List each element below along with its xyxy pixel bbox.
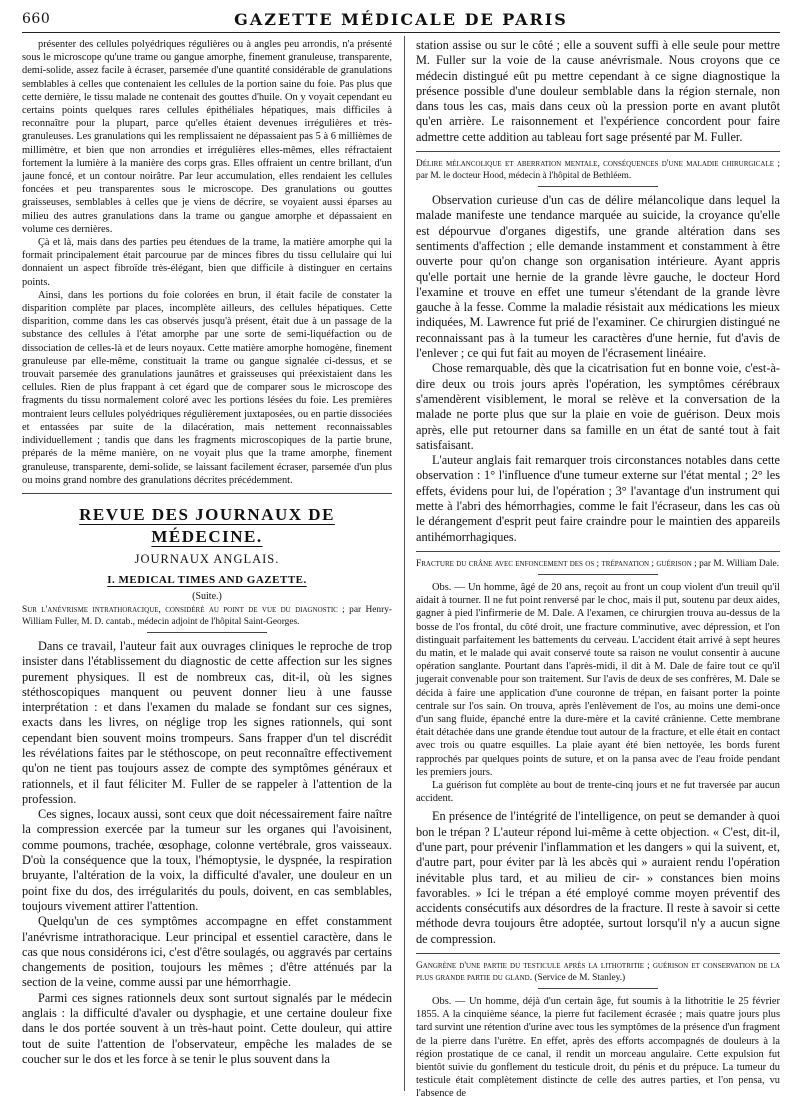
right-column — [416, 38, 780, 1100]
revue-title: REVUE DES JOURNAUX DE MÉDECINE. — [79, 504, 335, 546]
page-header — [22, 6, 780, 32]
paragraph: Ainsi, dans les portions du foie colorées en brun, il était facile de constater la disparition complète par places, incomplète ailleurs, des cellules hépatiques. Cette disparition, comme dans les cas observés jusqu'à présent, était due à un passage de la substance des cellules à l'état amorphe par une sorte de semi-liquéfaction ou de dissociation de celles-là et de leurs noyaux. Cette matière amorphe homogène, finement granuleuse par elle-même, constituait la trame ou gangue signalée ci-dessus, et se trouvait parsemée des granulations jaunâtres et graisseuses qui préexistaient dans les cellules. Rien de plus frappant à cet égard que de comparer sous le microscope des fragments du tissu normalement coloré avec les portions lésées du foie. Les premières montraient leurs cellules polyédriques régulièrement juxtaposées, ou en partie dissociées et entassées par suite de la dilacération, mais nettement reconnaissables individuellement ; tandis que dans les fragments microscopiques de la partie brune, préparés de la même manière, on ne voyait plus que la trame amorphe, finement granuleuse, transparente, demi-solide, se laissant facilement écraser, parsemée d'un plus ou moins grand nombre des granulations décrites précédemment. — [22, 289, 392, 486]
section-author: (Service de M. Stanley.) — [534, 973, 626, 984]
section-author: par M. le docteur Hood, médecin à l'hôpital de Bethléem. — [416, 171, 632, 182]
observation: Obs. — Un homme, déjà d'un certain âge, fut soumis à la lithotritie le 25 février 1855. A la cinquième séance, la pierre fut facilement écrasée ; mais quatre jours plus tard survint une rétention d'urine avec tous les symptômes de la présence d'un fragment de la pierre dans l'urètre. En effet, après des efforts accompagnés de douleurs à la région prostatique de ce canal, il rendit un morceau angulaire. Cette expulsion fut bientôt suivie du gonflement du testicule droit, du pénis et du prépuce. La tumeur du testicule était complètement distincte de celle des autres parties, et l'on pensa, vu l'absence de — [416, 996, 780, 1100]
page-number: 660 — [22, 11, 51, 27]
paragraph: Observation curieuse d'un cas de délire mélancolique dans lequel la malade manifeste une tendance marquée au suicide, la croyance qu'elle est dépourvue d'organes digestifs, une grande altération dans ses sentiments d'affection ; elle demande instamment et constamment à être ouverte pour qu'on change son organisation intérieure. Ayant appris qu'elle portait une hernie de la grande lèvre gauche, le docteur Hord l'examine et trouve en effet une tumeur s'étendant de la grande lèvre gauche à la fesse. Comme la maladie résistait aux médications les mieux indiquées, M. Lawrence fut prié de l'examiner. Ce chirurgien distingué ne reconnaissant pas à la tumeur les caractères d'une hernie, fut d'avis de l'enlever ; ce qui fut fait au moyen de l'écrasement linéaire. — [416, 193, 780, 361]
heading-rule — [538, 574, 658, 575]
section-heading — [22, 604, 392, 628]
paragraph: présenter des cellules polyédriques régulières ou à angles peu arrondis, n'a présenté sous le microscope qu'une trame ou gangue amorphe, finement granuleuse, transparente, demi-solide, assez facile à écraser, parsemée d'une quantité considérable de granulations semblables à celles que contenaient les cellules de la portion saine du foie. Pas plus que cette dernière, le tissu malade ne contenait des gouttes d'huile. On y voyait cependant eu certains points quelques rares cellules épithéliales hépatiques, mais difficiles à reconnaître pour la plupart, parce qu'elles étaient devenues irrégulières et très-granuleuses. Les granulations qui les remplissaient ne dépassaient pas 5 à 6 millièmes de millimètre, et bien que non arrondies et irrégulières elles-mêmes, elles réfractaient fortement la lumière à la manière des corps gras. Elles offraient un centre brillant, d'un jaune foncé, et un contour noirâtre. Par leur accumulation, elles rendaient les cellules foncées et peu transparentes sous le microscope. Des granulations ou gouttes graisseuses, semblables à celles que je viens de décrire, se voyaient aussi éparses au milieu des autres granulations dans la trame ou gangue amorphe et dépassaient en volume ces dernières. — [22, 39, 392, 235]
paragraph: Çà et là, mais dans des parties peu étendues de la trame, la matière amorphe qui la formait principalement était parcourue par de minces fibres du tissu cellulaire qui lui donnaient un aspect fibroïde très-élégant, bien que difficile à distinguer en certains points. — [22, 237, 392, 288]
revue-suite: (Suite.) — [192, 590, 222, 602]
header-rule — [22, 32, 780, 33]
section-author: par Henry-William Fuller, M. D. cantab., médecin adjoint de l'hôpital Saint-Georges. — [22, 604, 393, 627]
paragraph: Quelqu'un de ces symptômes accompagne en effet constamment l'anévrisme intrathoracique. Leur principal et essentiel caractère, dans le cas que nous considérons ici, c'est d'être soulagés, ou aggravés par certains changements de position, toujours les mêmes ; d'être atténués par la section de la veine, comme aussi par une hémorrhagie. — [22, 914, 392, 990]
section-rule — [416, 953, 780, 954]
heading-rule — [147, 632, 267, 633]
paragraph: Dans ce travail, l'auteur fait aux ouvrages cliniques le reproche de trop insister dans l'établissement du diagnostic de cette affection sur les signes purement physiques. Il est de nombreux cas, dit-il, où les signes stéthoscopiques manquent ou peuvent donner lieu à une fausse interprétation : et dans l'examen du malade se fondant sur ces signes, exacts dans les livres, on néglige trop les signes rationnels, qui sont cependant bien souvent moins trompeurs. Sans frapper d'un tel discrédit les révélations faites par le stéthoscope, on peut reconnaître effectivement qu'on ne tient pas toujours assez de compte des symptômes généraux et rationnels, et il faut féliciter M. Fuller de se rappeler à l'attention de la profession. — [22, 638, 392, 806]
journal-title: GAZETTE MÉDICALE DE PARIS — [234, 10, 568, 29]
paragraph: En présence de l'intégrité de l'intelligence, on peut se demander à quoi bon le trépan ? L'auteur répond lui-même à cette objection. « C'est, dit-il, d'une part, pour prévenir l'inflammation et les dangers » qui la suivent, et, d'autre part, pour éviter par là les abcès qui » auraient rendu l'opération inévitable plus tard, et au milieu de cir- » constances bien moins favorables. » Ici le trépan a été employé comme moyen préventif des accidents consécutifs aux désordres de la fracture. Il reste à savoir si cette méthode devra toujours être adoptée, surtout lorsqu'il n'y a aucun signe de compression. — [416, 809, 780, 946]
section-title: Sur l'anévrisme intrathoracique, considéré au point de vue du diagnostic ; — [22, 604, 345, 615]
section-title: Gangrène d'une partie du testicule après la lithotritie ; guérison et conservation de la plus grande partie du gland. — [416, 961, 780, 984]
section-rule — [416, 551, 780, 552]
heading-rule — [538, 186, 658, 187]
section-author: par M. William Dale. — [699, 558, 779, 569]
heading-rule — [538, 988, 658, 989]
revue-source: I. MEDICAL TIMES AND GAZETTE. — [107, 573, 307, 586]
paragraph: station assise ou sur le côté ; elle a souvent suffi à elle seule pour mettre M. Fuller sur la voie de la cause anévrismale. Nous croyons que ce médecin distingué eût pu mettre cependant à ce signe diagnostique la présence possible d'une douleur semblable dans la région sternale, non dans tous les cas, mais dans ceux où la pression porte en avant plutôt qu'en arrière. Le raisonnement et l'expérience concordent pour faire admettre cette addition au tableau fort sage présenté par M. Fuller. — [416, 38, 780, 144]
paragraph: Ces signes, locaux aussi, sont ceux que doit nécessairement faire naître la compression exercée par la tumeur sur les organes qui l'avoisinent, comme poumons, trachée, œsophage, colonne vertébrale, gros vaisseaux. D'où la conséquence que la toux, l'hémoptysie, le dyspnée, la respiration bruyante, l'altération de la voix, la difficulté d'avaler, une douleur en un point fixe du dos, des irrégularités du pouls, doivent, en cas semblables, toujours vivement attirer l'attention. — [22, 807, 392, 913]
section-title: Fracture du crâne avec enfoncement des os ; trépanation ; guérison ; — [416, 558, 697, 569]
section-heading — [416, 558, 780, 570]
section-heading — [416, 960, 780, 984]
observation: Obs. — Un homme, âgé de 20 ans, reçoit au front un coup violent d'un treuil qu'il aidait à tourner. Il ne fut point renversé par le choc, mais il put, soutenu par deux aides, gagner à pied l'infirmerie de M. Dale. A l'examen, ce chirurgien trouva au-dessus de la bosse de l'os frontal, du côté droit, une fracture comminutive, avec dépression, et l'on distinguait parfaitement les battements du cerveau. L'accident était arrivé à sept heures du matin, et le malade qui avait conservé toute sa raison ne voulut consentir à aucune opération sanglante. Pourtant dans l'après-midi, il dit à M. Dale de faire tout ce qu'il jugerait convenable pour son traitement. Sur l'avis de deux de ses confrères, M. Dale se décida à faire une application d'une couronne de trépan, en faisant porter la pointe centrale sur l'os sain. On trouva, après l'enlèvement de l'os, au moins une demi-once d'un sang fluide, épanché entre la dure-mère et la cavité crânienne. Cette membrane était détachée dans une grande étendue tout autour de la fracture, et elle était en contact avec trois ou quatre esquilles. La plaie ayant été bien nettoyée, les bords furent rapprochés par quelques points de suture, et on la pansa avec de l'eau froide pendant les premiers jours. — [416, 581, 780, 778]
revue-subtitle: JOURNAUX ANGLAIS. — [134, 551, 280, 566]
section-rule — [416, 151, 780, 152]
column-divider — [404, 36, 405, 1091]
left-column — [22, 38, 392, 1091]
section-title: Délire mélancolique et aberration mentale, conséquences d'une maladie chirurgicale ; — [416, 159, 780, 170]
observation: La guérison fut complète au bout de trente-cinq jours et ne fut traversée par aucun accident. — [416, 779, 780, 805]
paragraph: Chose remarquable, dès que la cicatrisation fut en bonne voie, c'est-à-dire deux ou trois jours après l'opération, les symptômes cérébraux s'amendèrent visiblement, le moral se relève et la conversation de la malade ne porte plus que sur la plaie en voie de guérison. Deux mois après, elle put retourner dans sa famille en un état de santé tout à fait satisfaisant. — [416, 361, 780, 452]
section-rule — [22, 493, 392, 494]
paragraph: L'auteur anglais fait remarquer trois circonstances notables dans cette observation : 1° l'influence d'une tumeur externe sur l'état mental ; 2° les effets, évidens pour lui, de l'opération ; 3° l'avantage d'un instrument qui mette à l'abri des hémorrhagies, comme le fait l'écraseur, dans les cas où le dérangement d'esprit peut faire craindre pour le maintien des appareils antihémorrhagiques. — [416, 453, 780, 544]
section-heading — [416, 158, 780, 182]
newspaper-page — [22, 0, 780, 1100]
paragraph: Parmi ces signes rationnels deux sont surtout signalés par le médecin anglais : la difficulté d'avaler ou dysphagie, et une certaine douleur fixe dans le dos portée souvent à un très-haut point. Cette douleur, qui attire tout de suite l'attention de l'observateur, empêche les malades de se coucher sur le dos et les force à se tenir le plus souvent dans la — [22, 990, 392, 1066]
